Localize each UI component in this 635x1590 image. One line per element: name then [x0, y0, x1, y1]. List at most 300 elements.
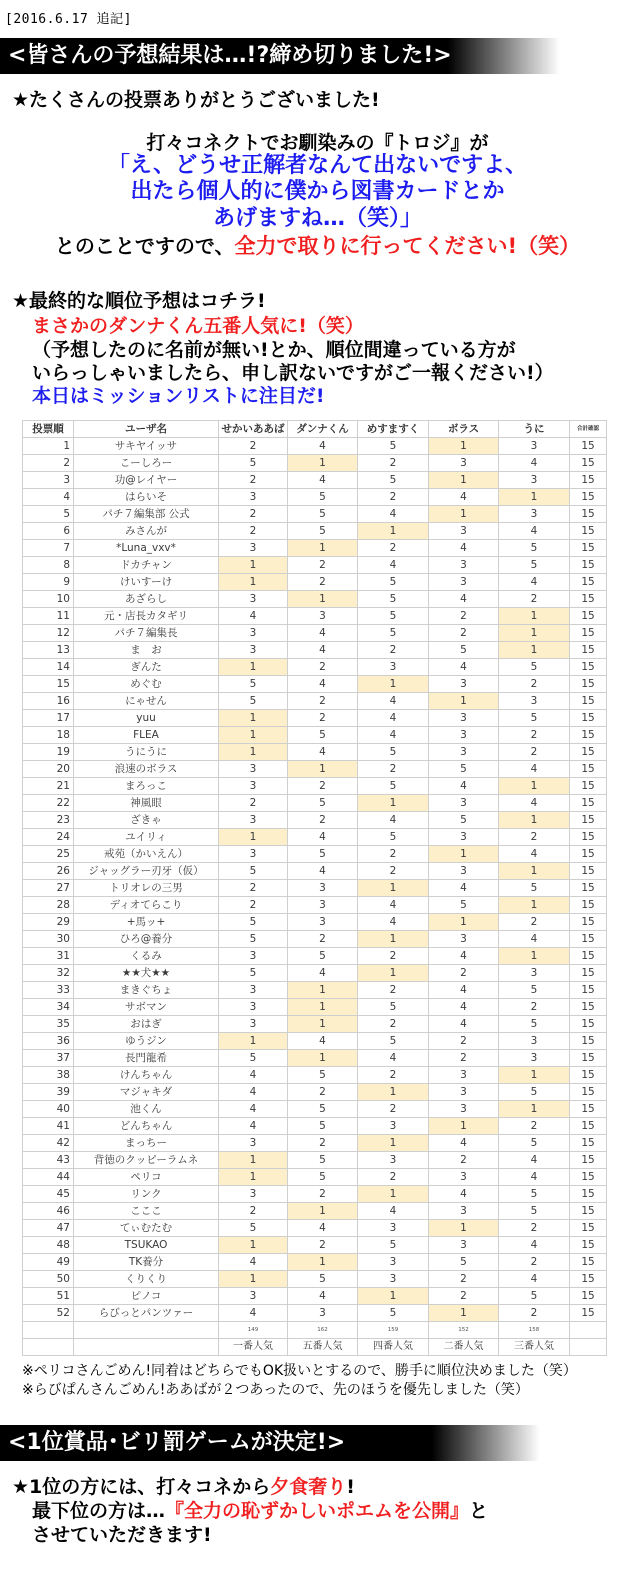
candidate-3-cell: 3 [358, 1220, 429, 1237]
candidate-5-cell: 1 [499, 625, 570, 642]
candidate-5-cell: 5 [499, 557, 570, 574]
user-name-cell: リンク [74, 1186, 219, 1203]
user-name-cell: けいすーけ [74, 574, 219, 591]
vote-order-cell: 23 [23, 812, 74, 829]
empty-cell [23, 1322, 74, 1339]
table-row [23, 1016, 607, 1033]
candidate-4-cell: 3 [429, 574, 499, 591]
user-name-cell: まろっこ [74, 778, 219, 795]
candidate-3-cell: 2 [358, 982, 429, 999]
total-check-cell: 15 [570, 659, 607, 676]
candidate-3-cell: 5 [358, 1237, 429, 1254]
candidate-5-cell: 3 [499, 1050, 570, 1067]
total-check-cell: 15 [570, 625, 607, 642]
table-row [23, 744, 607, 761]
candidate-2-cell: 4 [288, 1288, 358, 1305]
vote-order-cell: 30 [23, 931, 74, 948]
total-check-cell: 15 [570, 727, 607, 744]
total-check-cell: 15 [570, 1152, 607, 1169]
candidate-4-cell: 4 [429, 778, 499, 795]
candidate-4-cell: 5 [429, 642, 499, 659]
user-name-cell: ペリコ [74, 1169, 219, 1186]
user-name-cell: 戒苑（かいえん） [74, 846, 219, 863]
table-row [23, 438, 607, 455]
vote-order-cell: 45 [23, 1186, 74, 1203]
candidate-4-cell: 3 [429, 455, 499, 472]
header-candidate-1: せかいああば [219, 421, 288, 438]
candidate-5-cell: 3 [499, 693, 570, 710]
total-check-cell: 15 [570, 829, 607, 846]
prize-line-3: させていただきます! [32, 1524, 212, 1546]
candidate-5-cell: 3 [499, 965, 570, 982]
candidate-5-cell: 4 [499, 1169, 570, 1186]
candidate-1-cell: 5 [219, 1050, 288, 1067]
candidate-2-cell: 1 [288, 540, 358, 557]
candidate-1-cell: 3 [219, 812, 288, 829]
candidate-3-cell: 2 [358, 1067, 429, 1084]
candidate-1-cell: 4 [219, 1305, 288, 1322]
candidate-3-cell: 4 [358, 1203, 429, 1220]
total-check-cell: 15 [570, 982, 607, 999]
candidate-2-cell: 2 [288, 710, 358, 727]
user-name-cell: FLEA [74, 727, 219, 744]
prize-line-1-plain: ★1位の方には、打々コネから [12, 1476, 271, 1498]
candidate-5-cell: 2 [499, 1220, 570, 1237]
candidate-3-cell: 2 [358, 948, 429, 965]
candidate-3-cell: 5 [358, 1305, 429, 1322]
table-row [23, 1186, 607, 1203]
total-check-cell: 15 [570, 1186, 607, 1203]
user-name-cell: みさんが [74, 523, 219, 540]
candidate-3-cell: 4 [358, 557, 429, 574]
vote-order-cell: 38 [23, 1067, 74, 1084]
candidate-3-cell: 3 [358, 659, 429, 676]
candidate-4-cell: 3 [429, 931, 499, 948]
candidate-1-cell: 4 [219, 1084, 288, 1101]
candidate-5-cell: 1 [499, 812, 570, 829]
total-check-cell: 15 [570, 608, 607, 625]
candidate-2-cell: 4 [288, 863, 358, 880]
candidate-1-cell: 5 [219, 1220, 288, 1237]
table-row [23, 931, 607, 948]
update-note: [2016.6.17 追記] [5, 12, 132, 27]
header-total-check: 合計確認 [570, 421, 607, 438]
prize-last-place-penalty: 『全力の恥ずかしいポエムを公開』 [165, 1500, 470, 1522]
table-row [23, 897, 607, 914]
popularity-candidate-5: 三番人気 [499, 1339, 570, 1356]
total-check-cell: 15 [570, 778, 607, 795]
user-name-cell: 長門龍希 [74, 1050, 219, 1067]
total-candidate-1: 149 [219, 1322, 288, 1339]
prize-line-2 [32, 1499, 488, 1523]
candidate-1-cell: 5 [219, 965, 288, 982]
vote-order-cell: 20 [23, 761, 74, 778]
quote-outro [0, 234, 635, 258]
candidate-1-cell: 3 [219, 1016, 288, 1033]
prize-line-1 [12, 1475, 355, 1499]
candidate-3-cell: 4 [358, 506, 429, 523]
results-closed-banner: <皆さんの予想結果は…!?締め切りました!> [0, 38, 560, 74]
candidate-4-cell: 1 [429, 1305, 499, 1322]
candidate-1-cell: 1 [219, 710, 288, 727]
candidate-2-cell: 2 [288, 812, 358, 829]
vote-order-cell: 46 [23, 1203, 74, 1220]
vote-order-cell: 49 [23, 1254, 74, 1271]
vote-order-cell: 17 [23, 710, 74, 727]
candidate-3-cell: 1 [358, 676, 429, 693]
candidate-3-cell: 5 [358, 591, 429, 608]
candidate-2-cell: 3 [288, 897, 358, 914]
user-name-cell: マジャキダ [74, 1084, 219, 1101]
candidate-4-cell: 2 [429, 965, 499, 982]
table-row [23, 1101, 607, 1118]
table-row [23, 1050, 607, 1067]
candidate-1-cell: 4 [219, 1118, 288, 1135]
candidate-4-cell: 3 [429, 795, 499, 812]
candidate-4-cell: 3 [429, 676, 499, 693]
total-check-cell: 15 [570, 846, 607, 863]
candidate-2-cell: 5 [288, 1101, 358, 1118]
candidate-1-cell: 2 [219, 438, 288, 455]
candidate-1-cell: 3 [219, 948, 288, 965]
candidate-5-cell: 2 [499, 829, 570, 846]
candidate-2-cell: 5 [288, 1067, 358, 1084]
candidate-1-cell: 2 [219, 1203, 288, 1220]
candidate-4-cell: 2 [429, 1271, 499, 1288]
candidate-3-cell: 1 [358, 931, 429, 948]
empty-cell [23, 1339, 74, 1356]
candidate-1-cell: 1 [219, 744, 288, 761]
header-candidate-3: めすますく [358, 421, 429, 438]
candidate-5-cell: 5 [499, 1186, 570, 1203]
candidate-5-cell: 3 [499, 506, 570, 523]
user-name-cell: らびっとパンツァー [74, 1305, 219, 1322]
user-name-cell: まっちー [74, 1135, 219, 1152]
total-check-cell: 15 [570, 1050, 607, 1067]
total-check-cell: 15 [570, 1254, 607, 1271]
table-row [23, 710, 607, 727]
totals-row [23, 1322, 607, 1339]
candidate-3-cell: 5 [358, 744, 429, 761]
total-check-cell: 15 [570, 931, 607, 948]
table-row [23, 642, 607, 659]
prize-line-2-end: と [469, 1500, 489, 1522]
vote-order-cell: 9 [23, 574, 74, 591]
candidate-5-cell: 3 [499, 1033, 570, 1050]
total-check-cell: 15 [570, 574, 607, 591]
candidate-3-cell: 5 [358, 574, 429, 591]
total-check-cell: 15 [570, 948, 607, 965]
table-header-row [23, 421, 607, 438]
user-name-cell: ピノコ [74, 1288, 219, 1305]
vote-order-cell: 33 [23, 982, 74, 999]
candidate-5-cell: 4 [499, 1152, 570, 1169]
vote-order-cell: 51 [23, 1288, 74, 1305]
candidate-1-cell: 3 [219, 1186, 288, 1203]
total-check-cell: 15 [570, 812, 607, 829]
candidate-5-cell: 4 [499, 574, 570, 591]
user-name-cell: ま お [74, 642, 219, 659]
candidate-1-cell: 3 [219, 982, 288, 999]
candidate-5-cell: 2 [499, 591, 570, 608]
user-name-cell: yuu [74, 710, 219, 727]
total-candidate-4: 152 [429, 1322, 499, 1339]
total-check-cell: 15 [570, 1237, 607, 1254]
candidate-2-cell: 2 [288, 931, 358, 948]
table-row [23, 1152, 607, 1169]
candidate-5-cell: 4 [499, 846, 570, 863]
candidate-3-cell: 3 [358, 1271, 429, 1288]
candidate-2-cell: 4 [288, 829, 358, 846]
vote-order-cell: 12 [23, 625, 74, 642]
total-check-cell: 15 [570, 744, 607, 761]
candidate-2-cell: 1 [288, 1016, 358, 1033]
candidate-4-cell: 1 [429, 1118, 499, 1135]
total-candidate-5: 158 [499, 1322, 570, 1339]
candidate-3-cell: 4 [358, 710, 429, 727]
total-check-cell: 15 [570, 965, 607, 982]
candidate-4-cell: 4 [429, 1016, 499, 1033]
user-name-cell: めぐむ [74, 676, 219, 693]
candidate-4-cell: 3 [429, 557, 499, 574]
vote-order-cell: 42 [23, 1135, 74, 1152]
candidate-1-cell: 2 [219, 795, 288, 812]
candidate-1-cell: 3 [219, 625, 288, 642]
candidate-4-cell: 3 [429, 1101, 499, 1118]
vote-order-cell: 2 [23, 455, 74, 472]
candidate-2-cell: 5 [288, 1169, 358, 1186]
candidate-3-cell: 3 [358, 1118, 429, 1135]
user-name-cell: くりくり [74, 1271, 219, 1288]
total-check-cell: 15 [570, 880, 607, 897]
vote-order-cell: 5 [23, 506, 74, 523]
user-name-cell: まきぐちょ [74, 982, 219, 999]
table-row [23, 1254, 607, 1271]
vote-order-cell: 27 [23, 880, 74, 897]
user-name-cell: ぎんた [74, 659, 219, 676]
candidate-5-cell: 5 [499, 1016, 570, 1033]
vote-order-cell: 13 [23, 642, 74, 659]
candidate-4-cell: 2 [429, 608, 499, 625]
candidate-1-cell: 3 [219, 1135, 288, 1152]
candidate-3-cell: 5 [358, 999, 429, 1016]
candidate-5-cell: 5 [499, 982, 570, 999]
total-check-cell: 15 [570, 438, 607, 455]
table-row [23, 557, 607, 574]
quote-line-1: 「え、どうせ正解者なんて出ないですよ、 [107, 153, 528, 178]
table-row [23, 1135, 607, 1152]
candidate-3-cell: 4 [358, 812, 429, 829]
candidate-2-cell: 2 [288, 693, 358, 710]
total-check-cell: 15 [570, 591, 607, 608]
total-check-cell: 15 [570, 1067, 607, 1084]
user-name-cell: *Luna_vxv* [74, 540, 219, 557]
vote-order-cell: 25 [23, 846, 74, 863]
candidate-5-cell: 2 [499, 914, 570, 931]
candidate-1-cell: 3 [219, 591, 288, 608]
total-check-cell: 15 [570, 506, 607, 523]
candidate-2-cell: 1 [288, 1203, 358, 1220]
vote-order-cell: 50 [23, 1271, 74, 1288]
user-name-cell: サボマン [74, 999, 219, 1016]
candidate-4-cell: 5 [429, 812, 499, 829]
candidate-4-cell: 1 [429, 438, 499, 455]
candidate-1-cell: 2 [219, 897, 288, 914]
candidate-5-cell: 1 [499, 897, 570, 914]
user-name-cell: ざきゃ [74, 812, 219, 829]
total-check-cell: 15 [570, 455, 607, 472]
candidate-4-cell: 3 [429, 1084, 499, 1101]
vote-order-cell: 37 [23, 1050, 74, 1067]
candidate-2-cell: 1 [288, 761, 358, 778]
candidate-3-cell: 2 [358, 1016, 429, 1033]
total-check-cell: 15 [570, 1101, 607, 1118]
vote-order-cell: 19 [23, 744, 74, 761]
candidate-1-cell: 1 [219, 659, 288, 676]
total-check-cell: 15 [570, 1135, 607, 1152]
candidate-2-cell: 2 [288, 659, 358, 676]
vote-order-cell: 47 [23, 1220, 74, 1237]
candidate-5-cell: 4 [499, 761, 570, 778]
user-name-cell: パチ７編集長 [74, 625, 219, 642]
user-name-cell: パチ７編集部 公式 [74, 506, 219, 523]
candidate-3-cell: 2 [358, 761, 429, 778]
candidate-4-cell: 3 [429, 744, 499, 761]
table-row [23, 999, 607, 1016]
candidate-3-cell: 2 [358, 642, 429, 659]
candidate-3-cell: 1 [358, 1288, 429, 1305]
candidate-1-cell: 5 [219, 863, 288, 880]
candidate-2-cell: 2 [288, 1186, 358, 1203]
candidate-5-cell: 2 [499, 676, 570, 693]
candidate-3-cell: 4 [358, 693, 429, 710]
user-name-cell: ★★犬★★ [74, 965, 219, 982]
vote-order-cell: 44 [23, 1169, 74, 1186]
user-name-cell: あざらし [74, 591, 219, 608]
user-name-cell: 池くん [74, 1101, 219, 1118]
candidate-1-cell: 4 [219, 608, 288, 625]
vote-order-cell: 52 [23, 1305, 74, 1322]
candidate-2-cell: 4 [288, 472, 358, 489]
thanks-line: ★たくさんの投票ありがとうございました! [12, 89, 380, 111]
candidate-5-cell: 5 [499, 880, 570, 897]
user-name-cell: 浪速のボラス [74, 761, 219, 778]
table-row [23, 829, 607, 846]
candidate-4-cell: 5 [429, 1254, 499, 1271]
table-row [23, 1288, 607, 1305]
table-row [23, 846, 607, 863]
total-check-cell: 15 [570, 761, 607, 778]
table-row [23, 795, 607, 812]
candidate-5-cell: 5 [499, 710, 570, 727]
candidate-4-cell: 3 [429, 1203, 499, 1220]
candidate-4-cell: 3 [429, 829, 499, 846]
candidate-2-cell: 1 [288, 1254, 358, 1271]
footnote-1: ※ペリコさんごめん!同着はどちらでもOK扱いとするので、勝手に順位決めました（笑） [22, 1363, 577, 1379]
candidate-4-cell: 3 [429, 727, 499, 744]
table-row [23, 727, 607, 744]
table-row [23, 1084, 607, 1101]
total-check-cell: 15 [570, 676, 607, 693]
vote-order-cell: 29 [23, 914, 74, 931]
user-name-cell: ドカチャン [74, 557, 219, 574]
candidate-4-cell: 3 [429, 710, 499, 727]
candidate-1-cell: 4 [219, 1101, 288, 1118]
total-check-cell: 15 [570, 642, 607, 659]
user-name-cell: くるみ [74, 948, 219, 965]
table-row [23, 1033, 607, 1050]
candidate-2-cell: 4 [288, 676, 358, 693]
total-check-cell: 15 [570, 1169, 607, 1186]
total-check-cell: 15 [570, 1220, 607, 1237]
candidate-4-cell: 2 [429, 1050, 499, 1067]
candidate-5-cell: 1 [499, 778, 570, 795]
candidate-5-cell: 5 [499, 1288, 570, 1305]
candidate-3-cell: 3 [358, 1152, 429, 1169]
popularity-candidate-3: 四番人気 [358, 1339, 429, 1356]
candidate-5-cell: 1 [499, 948, 570, 965]
candidate-4-cell: 4 [429, 999, 499, 1016]
total-check-cell: 15 [570, 897, 607, 914]
candidate-3-cell: 1 [358, 880, 429, 897]
candidate-1-cell: 1 [219, 1271, 288, 1288]
table-row [23, 591, 607, 608]
vote-order-cell: 34 [23, 999, 74, 1016]
candidate-2-cell: 4 [288, 438, 358, 455]
prize-line-2-plain: 最下位の方は… [32, 1500, 166, 1522]
candidate-2-cell: 5 [288, 523, 358, 540]
table-row [23, 540, 607, 557]
candidate-2-cell: 5 [288, 506, 358, 523]
table-row [23, 914, 607, 931]
total-check-cell: 15 [570, 557, 607, 574]
candidate-5-cell: 4 [499, 523, 570, 540]
candidate-4-cell: 2 [429, 1288, 499, 1305]
table-row [23, 574, 607, 591]
candidate-1-cell: 5 [219, 693, 288, 710]
candidate-5-cell: 4 [499, 931, 570, 948]
table-row [23, 625, 607, 642]
candidate-4-cell: 1 [429, 1220, 499, 1237]
candidate-2-cell: 3 [288, 1305, 358, 1322]
user-name-cell: てぃむたむ [74, 1220, 219, 1237]
candidate-4-cell: 4 [429, 1135, 499, 1152]
candidate-5-cell: 4 [499, 455, 570, 472]
vote-order-cell: 15 [23, 676, 74, 693]
footnote-2: ※らびぱんさんごめん!ああばが２つあったので、先のほうを優先しました（笑） [22, 1382, 529, 1398]
total-check-cell: 15 [570, 540, 607, 557]
candidate-4-cell: 5 [429, 897, 499, 914]
total-check-cell: 15 [570, 1288, 607, 1305]
vote-order-cell: 18 [23, 727, 74, 744]
total-check-cell: 15 [570, 1033, 607, 1050]
candidate-2-cell: 5 [288, 1118, 358, 1135]
candidate-1-cell: 1 [219, 1033, 288, 1050]
candidate-5-cell: 2 [499, 1254, 570, 1271]
candidate-1-cell: 5 [219, 455, 288, 472]
popularity-candidate-4: 二番人気 [429, 1339, 499, 1356]
candidate-1-cell: 1 [219, 1152, 288, 1169]
table-row [23, 965, 607, 982]
vote-order-cell: 26 [23, 863, 74, 880]
candidate-5-cell: 2 [499, 999, 570, 1016]
candidate-3-cell: 2 [358, 1169, 429, 1186]
candidate-2-cell: 5 [288, 795, 358, 812]
candidate-2-cell: 1 [288, 1050, 358, 1067]
vote-order-cell: 40 [23, 1101, 74, 1118]
candidate-3-cell: 1 [358, 1186, 429, 1203]
table-row [23, 812, 607, 829]
